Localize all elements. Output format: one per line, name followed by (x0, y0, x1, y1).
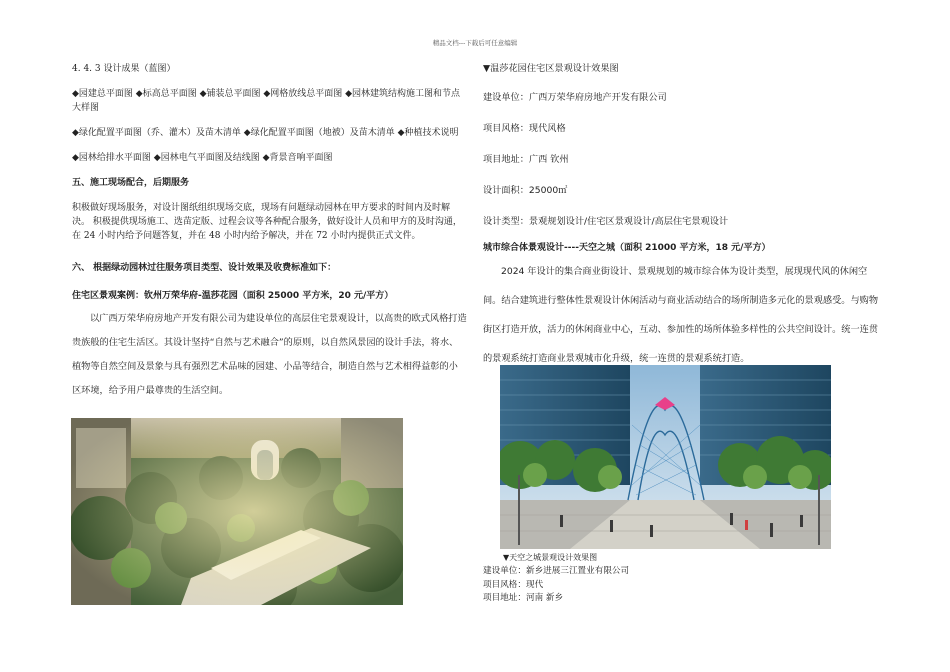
residential-case-body: 以广西万荣华府房地产开发有限公司为建设单位的高层住宅景观设计，以高贵的欧式风格打造贵族般的住宅生活区。其设计坚持“自然与艺术融合”的原则，以自然风景园的设计手法，将水、植物等自然空间及景象与具有强烈艺术品味的园建、小品等结合，制造自然与艺术相得益彰的小区环境，给予用户最尊贵的生活空间。 (72, 313, 467, 396)
left-column (72, 62, 467, 403)
project-info-address: 项目地址：广西 钦州 (483, 154, 569, 165)
right-column (483, 62, 883, 373)
section-5-body: 积极做好现场服务，对设计图纸组织现场交底，现场有问题绿动园林在甲方要求的时间内及时解决。 积极提供现场施工、选苗定版、过程会议等各种配合服务，做好设计人员和甲方的及时沟通，在 24 小时内给予问题答复，并在 48 小时内给予解决，并在 72 小时内提供正式文件。 (72, 203, 462, 241)
sky-city-rendering-image (500, 365, 831, 549)
sky-city-style: 项目风格：现代 (483, 579, 544, 590)
project-info-style: 项目风格：现代风格 (483, 123, 566, 134)
garden-rendering-image (71, 418, 403, 605)
garden-rendering-graphic (71, 418, 403, 605)
sky-city-address: 项目地址：河南 新乡 (483, 593, 564, 603)
sky-city-caption: ▼天空之城景观设计效果图 (503, 553, 598, 562)
sky-city-rendering-graphic (500, 365, 831, 549)
project-info-area: 设计面积：25000㎡ (483, 185, 568, 196)
deliverables-line-2: ◆绿化配置平面图（乔、灌木）及苗木清单 ◆绿化配置平面图（地被）及苗木清单 ◆种植技术说明 (72, 128, 459, 138)
city-complex-body: 2024 年设计的集合商业街设计、景观规划的城市综合体为设计类型，展现现代风的休闲空间。结合建筑进行整体性景观设计休闲活动与商业活动结合的场所制造多元化的景观感受。与购物街区打造开放，活力的休闲商业中心，互动、参加性的场所体验多样性的公共空间设计。统一连贯的景观系统打造商业景观城市化升级，统一连贯的景观系统打造。 (483, 266, 879, 364)
residential-case-title: 住宅区景观案例：钦州万荣华府-温莎花园（面积 25000 平方米，20 元/平方） (72, 291, 394, 301)
section-5-heading: 五、施工现场配合，后期服务 (72, 178, 190, 188)
section-443-heading: 4. 4. 3 设计成果（蓝图） (72, 64, 176, 74)
sky-city-builder: 建设单位：新乡进展三江置业有限公司 (483, 566, 630, 576)
section-6-heading: 六、 根据绿动园林过往服务项目类型、设计效果及收费标准如下： (72, 263, 337, 273)
city-complex-title: 城市综合体景观设计----天空之城（面积 21000 平方米，18 元/平方） (483, 243, 771, 253)
project-info-type: 设计类型：景观规划设计/住宅区景观设计/高层住宅景观设计 (483, 216, 729, 227)
project-info-builder: 建设单位：广西万荣华府房地产开发有限公司 (483, 92, 667, 103)
page-header: 精品文档---下载后可任意编辑 (432, 39, 518, 47)
deliverables-line-3: ◆园林给排水平面图 ◆园林电气平面图及结线图 ◆背景音响平面图 (72, 153, 333, 163)
garden-image-caption: ▼温莎花园住宅区景观设计效果图 (483, 63, 619, 74)
deliverables-line-1: ◆园建总平面图 ◆标高总平面图 ◆铺装总平面图 ◆网格放线总平面图 ◆园林建筑结构施工图和节点大样图 (72, 89, 461, 113)
